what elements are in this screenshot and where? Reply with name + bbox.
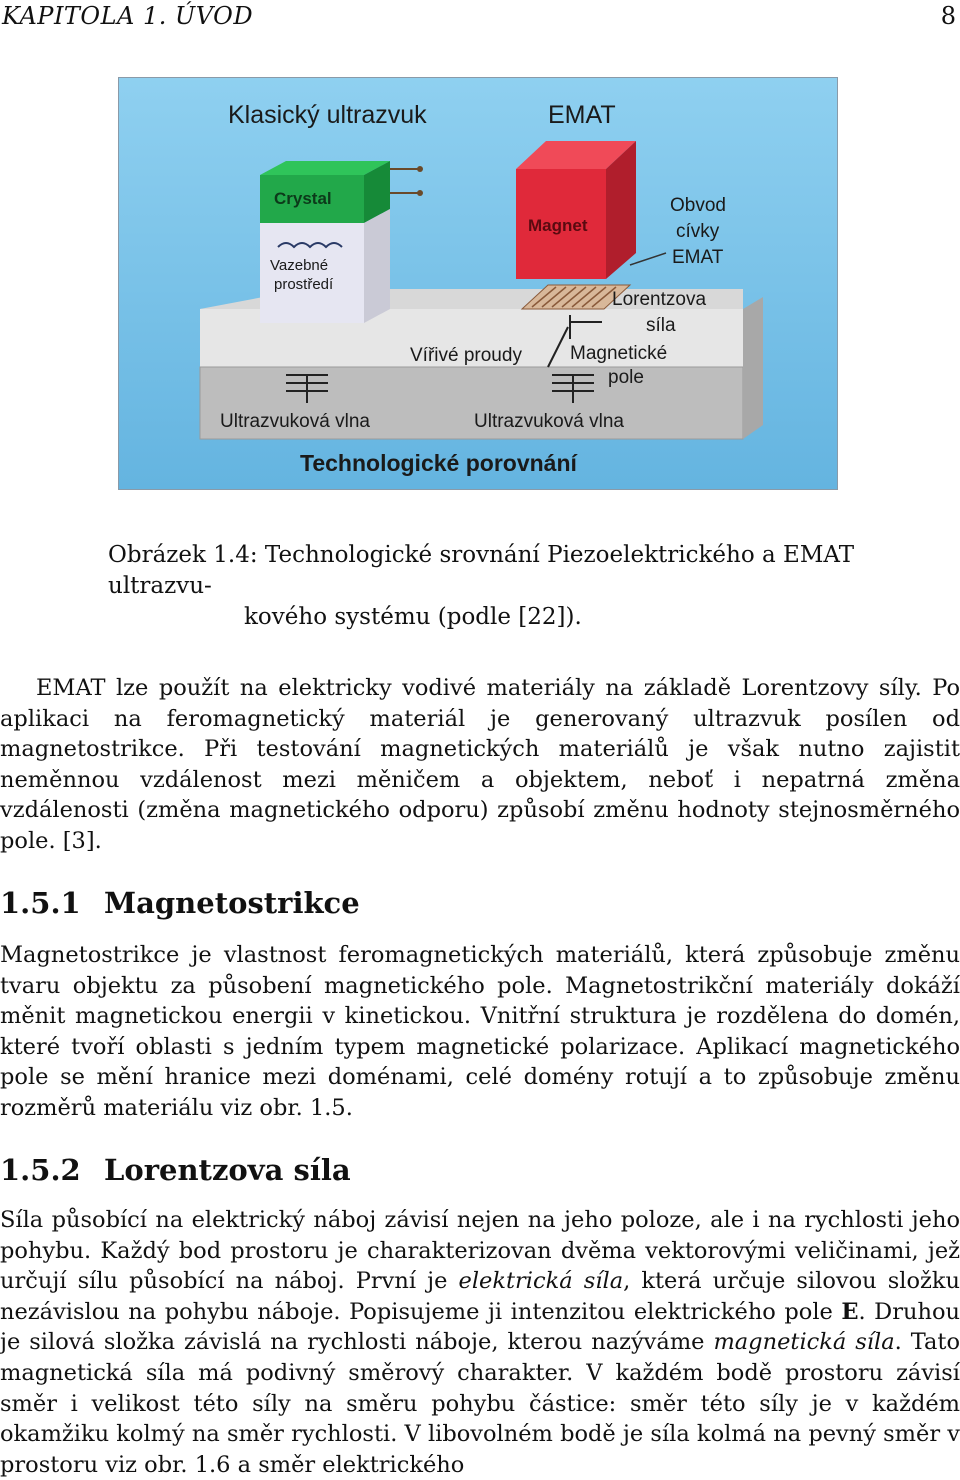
paragraph-emat [0, 673, 960, 857]
label-emat: EMAT [548, 101, 616, 129]
section-number: 1.5.2 [0, 1153, 81, 1187]
label-coil-1: Obvod [670, 195, 726, 216]
label-lorentz-1: Lorentzova [612, 289, 707, 310]
section-number: 1.5.1 [0, 886, 81, 920]
page-number: 8 [940, 2, 956, 30]
label-eddy: Vířivé proudy [410, 345, 522, 366]
label-wave-right: Ultrazvuková vlna [474, 411, 624, 432]
label-couplant-2: prostředí [274, 276, 334, 293]
label-magnet: Magnet [528, 216, 588, 235]
caption-line-1: Obrázek 1.4: Technologické srovnání Piezoelektrického a EMAT ultrazvu- [108, 542, 855, 599]
label-classic-ultrasound: Klasický ultrazvuk [228, 101, 427, 129]
label-field-1: Magnetické [570, 343, 668, 364]
section-heading-lorentz [0, 1153, 351, 1187]
running-head [0, 0, 960, 34]
paragraph-lorentz [0, 1205, 960, 1480]
paragraph-lorentz-part: . Druhou je silová složka závislá na rychlosti náboje, kterou nazýváme [0, 1298, 960, 1356]
couplant-side [364, 209, 390, 323]
label-crystal: Crystal [274, 189, 332, 208]
paragraph-emat-text: EMAT lze použít na elektricky vodivé materiály na základě Lorentzovy síly. Po aplikaci na feromagnetický materiál je generovaný ultrazvuk posílen od magnetostrikce. Při testování magnetických materiálů je však nutno zajistit neměnnou vzdálenost mezi měničem a objektem, neboť i nepatrná změna vzdálenosti (změna magnetického odporu) způsobí změnu hodnoty stejnosměrného pole. [3]. [0, 675, 960, 854]
term-electric-force: elektrická síla [458, 1268, 624, 1295]
vector-e: E [841, 1298, 859, 1325]
figure-emat-comparison [118, 77, 838, 490]
paragraph-lorentz-part: . Tato magnetická síla má podivný směrový charakter. V každém bodě prostoru závisí směr i velikost této síly na směru pohybu částice: směr této síly je v každém okamžiku kolmý na směr rychlosti. V libovolném bodě je síla kolmá na pevný směr v prostoru viz obr. 1.6 a směr elektrického [0, 1329, 960, 1478]
chapter-title: KAPITOLA 1. ÚVOD [2, 2, 254, 30]
crystal-lead-2-dot [417, 190, 423, 196]
term-magnetic-force: magnetická síla [713, 1329, 895, 1356]
label-coil-2: cívky [676, 221, 720, 242]
paragraph-magnetostriction: Magnetostrikce je vlastnost feromagnetických materiálů, která způsobuje změnu tvaru objektu za působení magnetického pole. Magnetostrikční materiály dokáží měnit magnetickou energii v kinetickou. Vnitřní struktura je rozdělena do domén, které tvoří oblasti s jedním typem magnetické polarizace. Aplikací magnetického pole se mění hranice mezi doménami, celé domény rotují a to způsobuje změnu rozměrů materiálu viz obr. 1.5. [0, 942, 960, 1121]
section-title: Magnetostrikce [104, 886, 360, 920]
label-lorentz-2: síla [646, 315, 676, 336]
crystal-lead-1-dot [417, 166, 423, 172]
label-couplant-1: Vazebné [270, 257, 329, 274]
section-title: Lorentzova síla [104, 1153, 351, 1187]
label-field-2: pole [608, 367, 644, 388]
caption-line-2: kového systému (podle [22]). [244, 604, 582, 630]
section-heading-magnetostriction [0, 886, 360, 920]
label-wave-left: Ultrazvuková vlna [220, 411, 370, 432]
label-coil-3: EMAT [672, 247, 724, 268]
block-side [743, 297, 763, 439]
figure-caption [108, 540, 868, 633]
paragraph-lorentz-part: Síla působící na elektrický náboj závisí nejen na jeho poloze, ale i na rychlosti jeho pohybu. Každý bod prostoru je charakterizovan dvěma vektorovými veličinami, jež určují sílu působící na náboj. První je [0, 1207, 960, 1295]
paragraph-lorentz-part: , která určuje silovou složku nezávislou na pohybu náboje. Popisujeme ji intenzitou elektrického pole [0, 1268, 960, 1325]
figure-title: Technologické porovnání [300, 450, 577, 476]
figure-diagram [118, 77, 838, 490]
